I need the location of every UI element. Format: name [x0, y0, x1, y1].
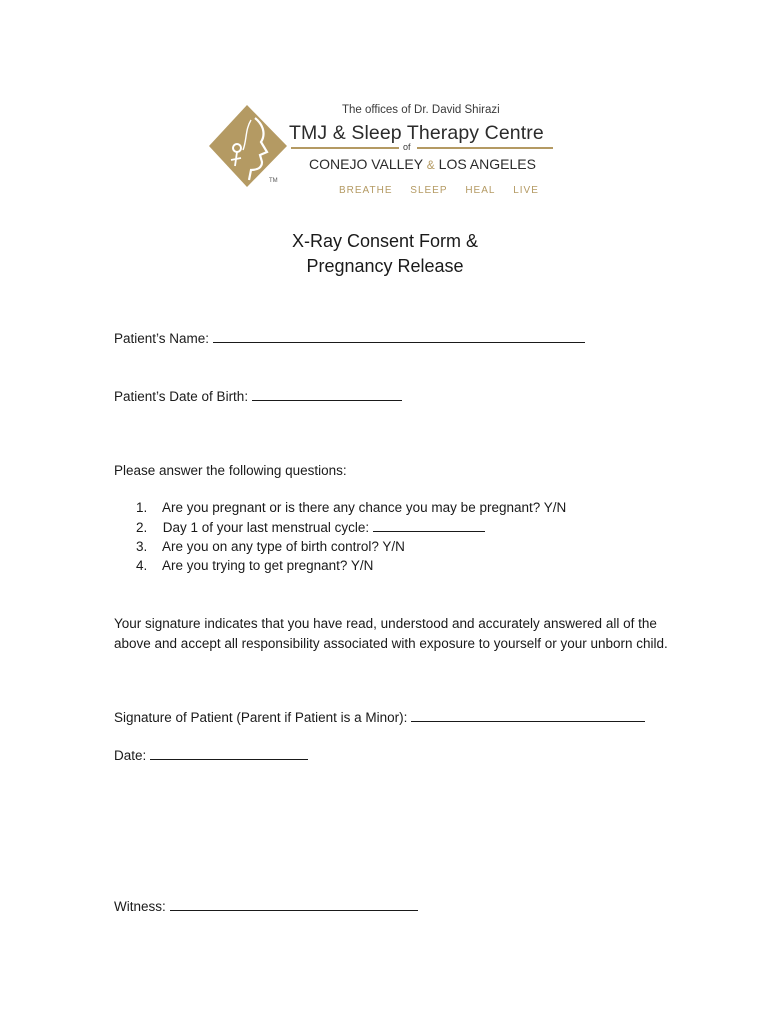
question-item	[114, 500, 566, 519]
date-field[interactable]	[150, 747, 308, 760]
dob-label: Patient’s Date of Birth:	[114, 389, 249, 404]
form-title-line1: X-Ray Consent Form &	[291, 231, 479, 251]
logo-tagline	[339, 185, 553, 196]
logo-location-left: CONEJO VALLEY	[309, 156, 423, 172]
logo-location-right: LOS ANGELES	[438, 156, 536, 172]
question-item	[114, 539, 566, 558]
dob-field[interactable]	[252, 388, 402, 401]
question-item	[114, 558, 566, 577]
questions-intro: Please answer the following questions:	[114, 463, 347, 478]
signature-row	[114, 709, 645, 725]
declaration-paragraph: Your signature indicates that you have read, understood and accurately answered all of the above and accept all responsibility associated with exposure to yourself or your unborn child.	[114, 616, 668, 651]
witness-label: Witness:	[114, 899, 166, 914]
question-text: Are you on any type of birth control? Y/N	[162, 538, 405, 554]
date-label: Date:	[114, 748, 147, 763]
logo-location-amp: &	[426, 158, 435, 172]
logo-offices-text: The offices of Dr. David Shirazi	[342, 104, 500, 116]
question-text: Are you pregnant or is there any chance you may be pregnant? Y/N	[162, 500, 567, 515]
date-row	[114, 747, 308, 763]
question-item	[114, 519, 566, 538]
logo-divider-right	[417, 147, 553, 149]
logo-of-text: of	[403, 142, 411, 152]
patient-name-field[interactable]	[213, 330, 585, 343]
question-number: 1.	[136, 500, 148, 515]
witness-field[interactable]	[170, 898, 418, 911]
signature-field[interactable]	[411, 709, 645, 722]
logo-divider-left	[291, 147, 399, 149]
logo-title: TMJ & Sleep Therapy Centre	[289, 122, 544, 144]
clinic-logo	[205, 100, 565, 205]
question-text: Are you trying to get pregnant? Y/N	[162, 557, 374, 573]
tagline-word: HEAL	[465, 185, 496, 196]
dob-row	[114, 388, 402, 404]
question-number: 2.	[136, 520, 148, 536]
logo-locations	[309, 156, 536, 172]
question-number: 3.	[136, 538, 148, 554]
patient-name-row	[114, 330, 585, 346]
tagline-word: SLEEP	[410, 185, 448, 196]
questions-list	[114, 500, 566, 577]
patient-name-label: Patient’s Name:	[114, 331, 210, 346]
tagline-word: BREATHE	[339, 185, 393, 196]
logo-trademark: TM	[269, 178, 278, 184]
menstrual-cycle-field[interactable]	[373, 519, 485, 532]
witness-row	[114, 898, 418, 914]
signature-label: Signature of Patient (Parent if Patient is a Minor):	[114, 710, 408, 725]
form-title-line2: Pregnancy Release	[306, 256, 464, 276]
question-number: 4.	[136, 557, 148, 573]
question-text: Day 1 of your last menstrual cycle:	[162, 520, 370, 536]
tagline-word: LIVE	[513, 185, 539, 196]
